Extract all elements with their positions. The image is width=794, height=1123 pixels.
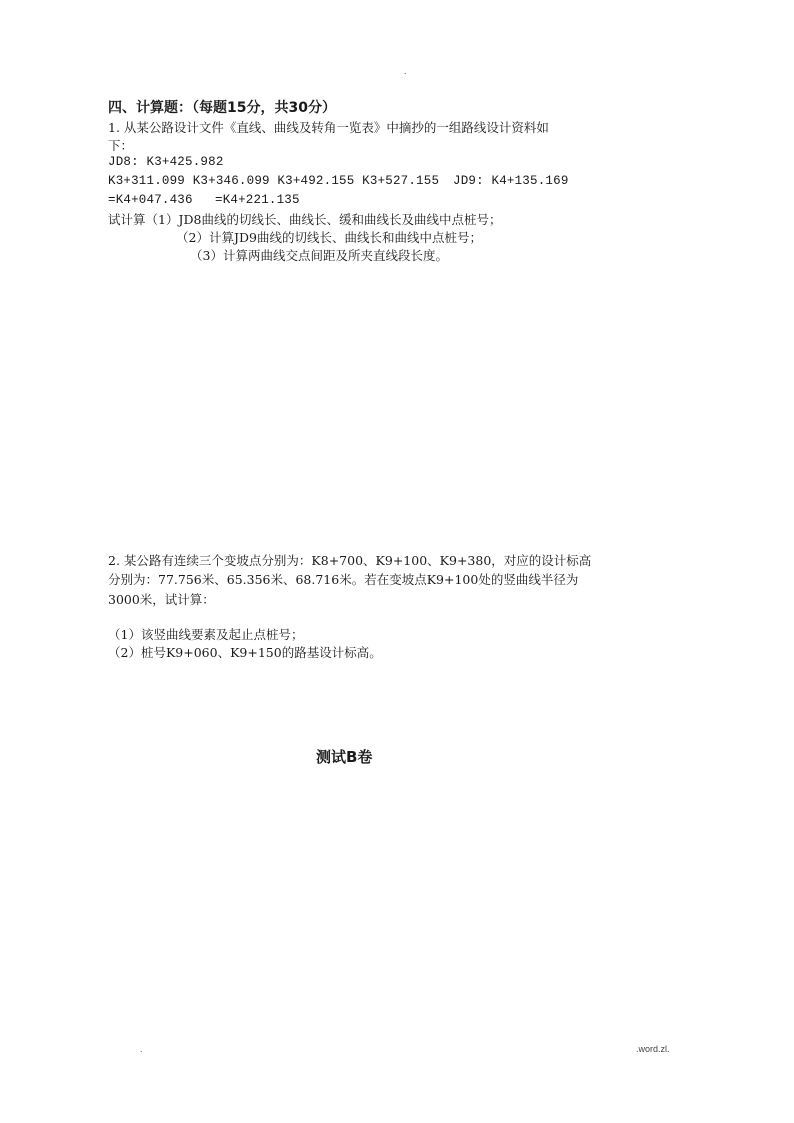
q2-line-3: 3000米，试计算： bbox=[108, 592, 215, 607]
q1-task-3: （3）计算两曲线交点间距及所夹直线段长度。 bbox=[190, 248, 448, 263]
header-mark: . bbox=[404, 66, 407, 76]
paper-title: 测试B卷 bbox=[316, 748, 373, 766]
section-heading: 四、计算题：（每题15分，共30分） bbox=[108, 100, 336, 116]
q1-task-1: 试计算（1）JD8曲线的切线长、曲线长、缓和曲线长及曲线中点桩号； bbox=[108, 212, 502, 227]
q1-stations-row: K3+311.099 K3+346.099 K3+492.155 K3+527.155 bbox=[108, 174, 440, 188]
footer-left-mark: . bbox=[140, 1044, 143, 1054]
q1-jd9-station: JD9: K4+135.169 bbox=[453, 174, 569, 188]
q2-line-1: 2. 某公路有连续三个变坡点分别为：K8+700、K9+100、K9+380，对应的设计标高 bbox=[108, 553, 592, 568]
q2-task-2: （2）桩号K9+060、K9+150的路基设计标高。 bbox=[108, 645, 382, 660]
q2-task-1: （1）该竖曲线要素及起止点桩号； bbox=[108, 627, 304, 642]
q1-jd8-station: JD8: K3+425.982 bbox=[108, 155, 224, 169]
q1-line-2: 下： bbox=[108, 138, 134, 153]
q1-task-2: （2）计算JD9曲线的切线长、曲线长和曲线中点桩号； bbox=[176, 230, 482, 245]
q1-station-a: =K4+047.436 bbox=[108, 193, 193, 207]
q2-line-2: 分别为：77.756米、65.356米、68.716米。若在变坡点K9+100处的竖曲线半径为 bbox=[108, 572, 579, 587]
q1-station-b: =K4+221.135 bbox=[215, 193, 300, 207]
footer-watermark: .word.zl. bbox=[636, 1044, 670, 1054]
q1-line-1: 1. 从某公路设计文件《直线、曲线及转角一览表》中摘抄的一组路线设计资料如 bbox=[108, 120, 549, 135]
